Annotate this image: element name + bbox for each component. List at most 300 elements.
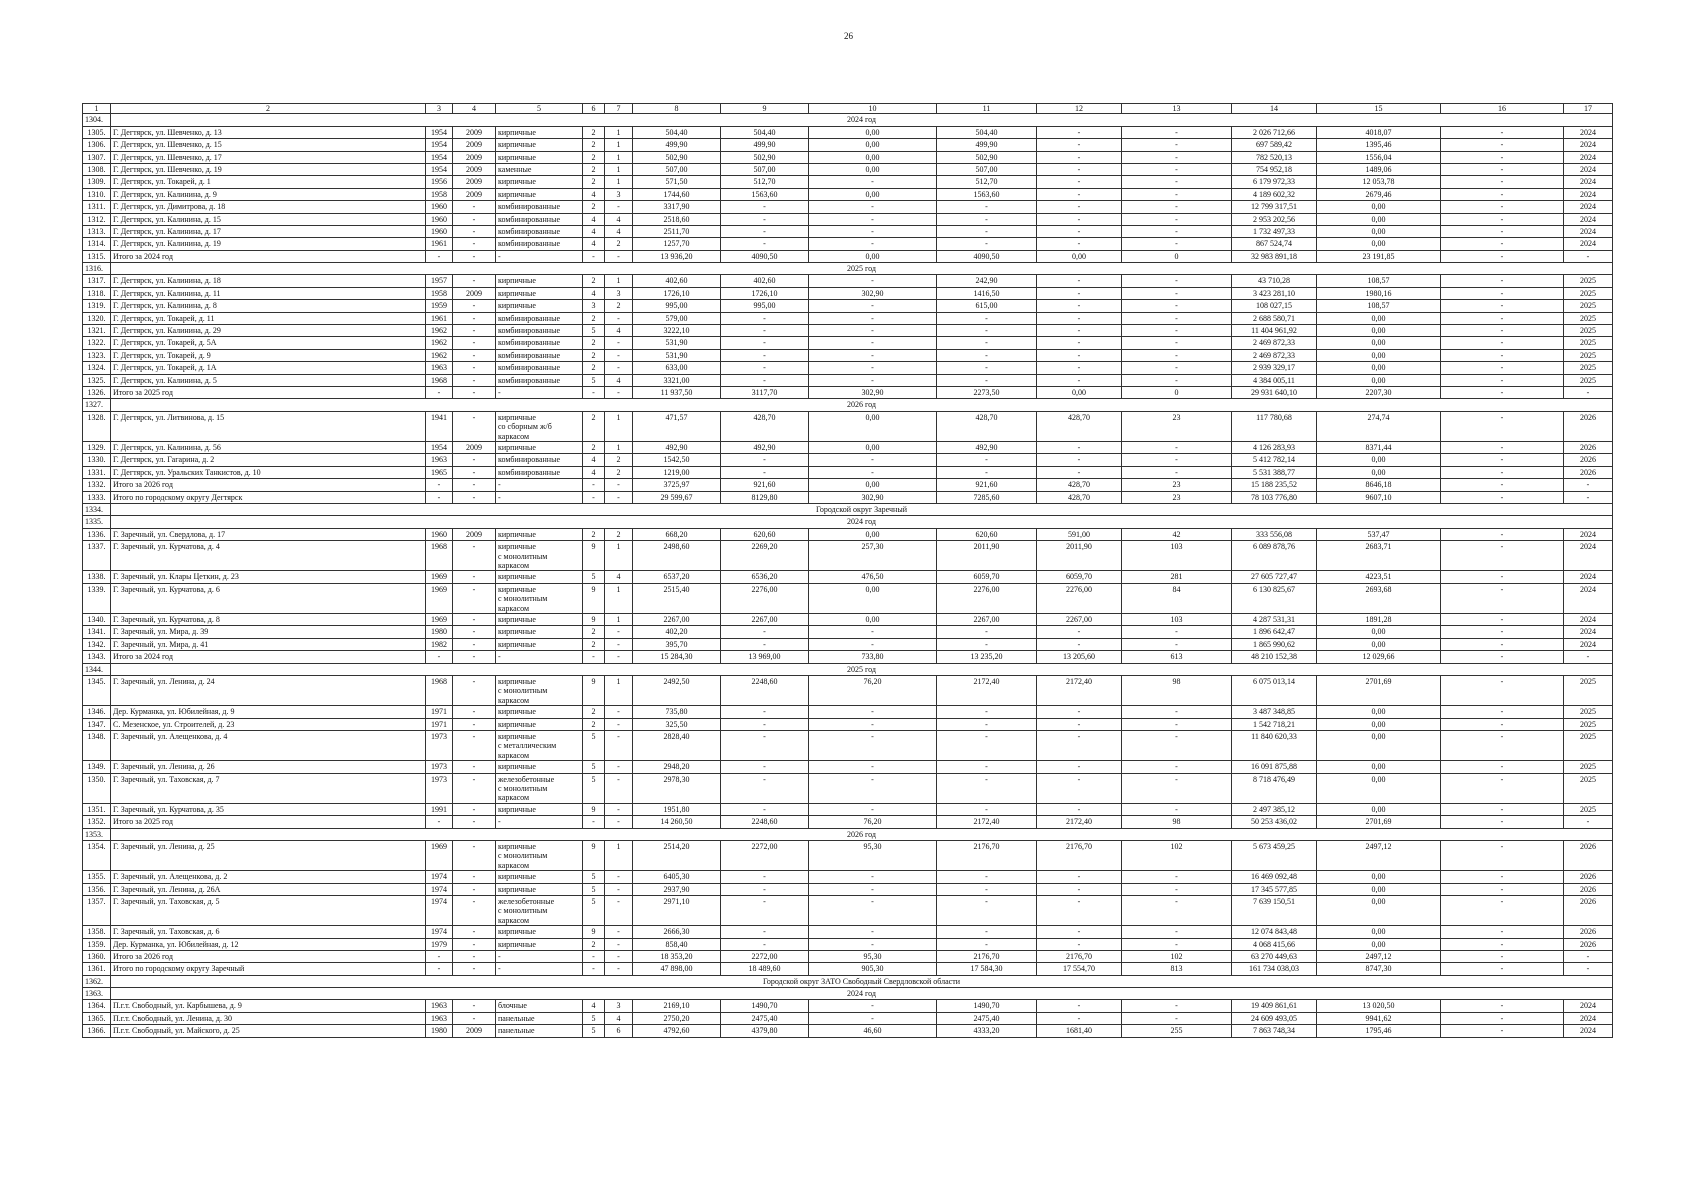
table-cell: железобетонные с монолитным каркасом <box>496 773 583 803</box>
table-cell: кирпичные с монолитным каркасом <box>496 583 583 613</box>
table-cell: - <box>1441 803 1564 815</box>
table-cell: - <box>453 349 496 361</box>
table-cell: 2025 <box>1564 803 1613 815</box>
table-cell: 1941 <box>426 411 453 441</box>
table-row <box>83 362 1613 374</box>
table-cell: - <box>1122 188 1232 200</box>
table-cell: 0,00 <box>1317 312 1441 324</box>
table-cell: 63 270 449,63 <box>1232 950 1317 962</box>
table-row <box>83 651 1613 663</box>
table-cell: 1960 <box>426 213 453 225</box>
table-cell: - <box>453 411 496 441</box>
row-number-cell: 1321. <box>83 325 111 337</box>
table-cell: 4333,20 <box>937 1025 1037 1037</box>
table-cell: - <box>937 466 1037 478</box>
table-cell: 2169,10 <box>633 1000 721 1012</box>
address-cell: Г. Дегтярск, ул. Калинина, д. 5 <box>111 374 426 386</box>
table-cell: - <box>1122 275 1232 287</box>
table-cell: - <box>496 250 583 262</box>
section-title-cell: 2024 год <box>111 988 1613 1000</box>
table-cell: - <box>453 325 496 337</box>
table-cell: комбинированные <box>496 362 583 374</box>
table-cell: - <box>1037 151 1122 163</box>
address-cell: Г. Заречный, ул. Клары Цеткин, д. 23 <box>111 571 426 583</box>
address-cell: П.г.т. Свободный, ул. Ленина, д. 30 <box>111 1012 426 1024</box>
table-cell: 76,20 <box>809 816 937 828</box>
table-cell: 499,90 <box>633 139 721 151</box>
row-number-cell: 1328. <box>83 411 111 441</box>
row-number-cell: 1343. <box>83 651 111 663</box>
table-cell: 1961 <box>426 312 453 324</box>
table-cell: - <box>605 491 633 503</box>
table-cell: - <box>1122 730 1232 760</box>
table-cell: 13 235,20 <box>937 651 1037 663</box>
table-cell: 12 799 317,51 <box>1232 201 1317 213</box>
table-cell: 1963 <box>426 1000 453 1012</box>
table-cell: - <box>1441 626 1564 638</box>
table-cell: 428,70 <box>1037 491 1122 503</box>
address-cell: Итого за 2024 год <box>111 651 426 663</box>
table-cell: 0,00 <box>1317 466 1441 478</box>
table-cell: 2937,90 <box>633 883 721 895</box>
table-cell: - <box>937 454 1037 466</box>
column-number-cell: 17 <box>1564 104 1613 114</box>
row-number-cell: 1308. <box>83 163 111 175</box>
table-cell: 5 <box>583 325 605 337</box>
table-cell: 6537,20 <box>633 571 721 583</box>
table-row <box>83 718 1613 730</box>
address-cell: Г. Заречный, ул. Таховская, д. 7 <box>111 773 426 803</box>
table-cell: 18 489,60 <box>721 963 809 975</box>
table-cell: 2 <box>583 139 605 151</box>
address-cell: Г. Заречный, ул. Ленина, д. 25 <box>111 840 426 870</box>
address-cell: Г. Заречный, ул. Таховская, д. 6 <box>111 926 426 938</box>
address-cell: Г. Заречный, ул. Ленина, д. 26А <box>111 883 426 895</box>
table-cell: - <box>1441 491 1564 503</box>
table-cell: 2026 <box>1564 871 1613 883</box>
table-cell: 921,60 <box>721 479 809 491</box>
table-cell: - <box>1037 163 1122 175</box>
table-cell: 502,90 <box>721 151 809 163</box>
table-cell: 1968 <box>426 675 453 705</box>
table-cell: - <box>809 362 937 374</box>
table-cell: 9 <box>583 541 605 571</box>
table-cell: 2011,90 <box>1037 541 1122 571</box>
table-cell: 2498,60 <box>633 541 721 571</box>
table-cell: 47 898,00 <box>633 963 721 975</box>
table-cell: - <box>809 626 937 638</box>
table-cell: 4 <box>583 188 605 200</box>
table-cell: 7 639 150,51 <box>1232 895 1317 925</box>
column-number-cell: 4 <box>453 104 496 114</box>
address-cell: Г. Дегтярск, ул. Калинина, д. 29 <box>111 325 426 337</box>
table-cell: 29 931 640,10 <box>1232 387 1317 399</box>
table-cell: 1979 <box>426 938 453 950</box>
table-cell: 76,20 <box>809 675 937 705</box>
table-cell: 0,00 <box>1317 803 1441 815</box>
table-cell: - <box>1441 963 1564 975</box>
table-cell: 15 284,30 <box>633 651 721 663</box>
table-cell: - <box>453 571 496 583</box>
table-cell: кирпичные <box>496 871 583 883</box>
table-cell: 0,00 <box>1317 730 1441 760</box>
table-cell: 2515,40 <box>633 583 721 613</box>
table-cell: - <box>426 250 453 262</box>
table-cell: - <box>809 337 937 349</box>
table-cell: - <box>1441 718 1564 730</box>
table-cell: кирпичные <box>496 883 583 895</box>
section-row <box>83 975 1613 987</box>
table-cell: 2024 <box>1564 1025 1613 1037</box>
address-cell: Дер. Курманка, ул. Юбилейная, д. 12 <box>111 938 426 950</box>
table-cell: 8646,18 <box>1317 479 1441 491</box>
table-cell: - <box>809 871 937 883</box>
table-cell: 2276,00 <box>1037 583 1122 613</box>
table-cell: 1963 <box>426 1012 453 1024</box>
table-cell: - <box>1441 895 1564 925</box>
table-cell: - <box>605 938 633 950</box>
table-cell: 2828,40 <box>633 730 721 760</box>
address-cell: Г. Дегтярск, ул. Калинина, д. 19 <box>111 238 426 250</box>
row-number-cell: 1360. <box>83 950 111 962</box>
table-cell: 2683,71 <box>1317 541 1441 571</box>
table-cell: 995,00 <box>633 300 721 312</box>
table-row <box>83 761 1613 773</box>
table-row <box>83 816 1613 828</box>
table-cell: - <box>1441 651 1564 663</box>
table-cell: 1974 <box>426 871 453 883</box>
table-cell: 1416,50 <box>937 287 1037 299</box>
table-cell: 2 <box>583 275 605 287</box>
table-cell: - <box>1037 442 1122 454</box>
table-cell: кирпичные <box>496 528 583 540</box>
table-cell: 2025 <box>1564 362 1613 374</box>
table-cell: 1891,28 <box>1317 613 1441 625</box>
table-cell: 2701,69 <box>1317 675 1441 705</box>
table-cell: - <box>1441 1000 1564 1012</box>
address-cell: Г. Заречный, ул. Курчатова, д. 35 <box>111 803 426 815</box>
table-cell: 2272,00 <box>721 950 809 962</box>
table-cell: 2971,10 <box>633 895 721 925</box>
table-cell: 2 <box>583 163 605 175</box>
table-cell: 23 <box>1122 411 1232 441</box>
table-cell: 4 <box>583 466 605 478</box>
table-cell: комбинированные <box>496 213 583 225</box>
table-cell: 0,00 <box>1317 362 1441 374</box>
table-cell: 2176,70 <box>1037 840 1122 870</box>
table-cell: - <box>937 201 1037 213</box>
table-cell: 1395,46 <box>1317 139 1441 151</box>
table-cell: 1971 <box>426 718 453 730</box>
table-cell: кирпичные <box>496 442 583 454</box>
address-cell: П.г.т. Свободный, ул. Карбышева, д. 9 <box>111 1000 426 1012</box>
row-number-cell: 1330. <box>83 454 111 466</box>
address-cell: Г. Дегтярск, ул. Литвинова, д. 15 <box>111 411 426 441</box>
table-cell: 4 <box>583 287 605 299</box>
table-cell: - <box>496 387 583 399</box>
table-cell: - <box>1441 139 1564 151</box>
table-row <box>83 442 1613 454</box>
column-number-row <box>83 104 1613 114</box>
table-cell: 1954 <box>426 163 453 175</box>
table-cell: - <box>1037 126 1122 138</box>
table-cell: 2025 <box>1564 337 1613 349</box>
table-row <box>83 1025 1613 1037</box>
table-cell: 5 412 782,14 <box>1232 454 1317 466</box>
table-cell: - <box>1037 803 1122 815</box>
table-cell: - <box>721 362 809 374</box>
table-cell: - <box>1441 871 1564 883</box>
table-row <box>83 325 1613 337</box>
housing-register-table <box>82 103 1613 1038</box>
table-cell: 2 <box>583 349 605 361</box>
table-cell: 504,40 <box>937 126 1037 138</box>
address-cell: Итого за 2026 год <box>111 950 426 962</box>
table-cell: 571,50 <box>633 176 721 188</box>
table-cell: - <box>605 337 633 349</box>
table-cell: - <box>937 225 1037 237</box>
table-cell: кирпичные <box>496 938 583 950</box>
row-number-cell: 1358. <box>83 926 111 938</box>
table-cell: 13 020,50 <box>1317 1000 1441 1012</box>
table-cell: - <box>1441 773 1564 803</box>
row-number-cell: 1318. <box>83 287 111 299</box>
table-cell: 633,00 <box>633 362 721 374</box>
table-row <box>83 337 1613 349</box>
table-cell: - <box>809 238 937 250</box>
table-cell: 1556,04 <box>1317 151 1441 163</box>
row-number-cell: 1364. <box>83 1000 111 1012</box>
table-row <box>83 454 1613 466</box>
address-cell: Г. Дегтярск, ул. Шевченко, д. 15 <box>111 139 426 151</box>
row-number-cell: 1350. <box>83 773 111 803</box>
table-cell: 8 718 476,49 <box>1232 773 1317 803</box>
section-row <box>83 114 1613 126</box>
table-cell: 4 <box>605 374 633 386</box>
table-row <box>83 312 1613 324</box>
table-cell: 1960 <box>426 201 453 213</box>
table-cell: кирпичные <box>496 139 583 151</box>
table-cell: - <box>1122 151 1232 163</box>
table-cell: 4 <box>583 213 605 225</box>
address-cell: Г. Дегтярск, ул. Калинина, д. 11 <box>111 287 426 299</box>
table-cell: 2026 <box>1564 454 1613 466</box>
table-cell: 0,00 <box>809 411 937 441</box>
table-cell: 2273,50 <box>937 387 1037 399</box>
table-cell: 0,00 <box>809 126 937 138</box>
table-cell: 3725,97 <box>633 479 721 491</box>
address-cell: Г. Дегтярск, ул. Калинина, д. 8 <box>111 300 426 312</box>
table-cell: панельные <box>496 1012 583 1024</box>
table-cell: 995,00 <box>721 300 809 312</box>
table-cell: 2 026 712,66 <box>1232 126 1317 138</box>
table-cell: - <box>1037 626 1122 638</box>
table-cell: 325,50 <box>633 718 721 730</box>
table-cell: 2492,50 <box>633 675 721 705</box>
row-number-cell: 1306. <box>83 139 111 151</box>
table-cell: 0,00 <box>1037 250 1122 262</box>
table-cell: комбинированные <box>496 349 583 361</box>
table-cell: - <box>583 963 605 975</box>
row-number-cell: 1319. <box>83 300 111 312</box>
table-cell: кирпичные <box>496 706 583 718</box>
table-cell: - <box>809 312 937 324</box>
table-cell: - <box>426 963 453 975</box>
table-cell: 46,60 <box>809 1025 937 1037</box>
table-cell: 2 <box>583 201 605 213</box>
table-cell: - <box>453 613 496 625</box>
section-title-cell: 2024 год <box>111 516 1613 528</box>
table-cell: - <box>605 626 633 638</box>
table-cell: 6 089 878,76 <box>1232 541 1317 571</box>
table-cell: - <box>937 718 1037 730</box>
table-row <box>83 583 1613 613</box>
table-cell: 0,00 <box>1317 895 1441 925</box>
table-cell: 2511,70 <box>633 225 721 237</box>
table-cell: 3117,70 <box>721 387 809 399</box>
table-cell: 2025 <box>1564 287 1613 299</box>
table-cell: - <box>721 225 809 237</box>
table-cell: 5 <box>583 883 605 895</box>
row-number-cell: 1336. <box>83 528 111 540</box>
table-cell: - <box>1122 312 1232 324</box>
table-cell: - <box>937 325 1037 337</box>
table-cell: кирпичные <box>496 176 583 188</box>
table-cell: 0,00 <box>809 613 937 625</box>
table-cell: - <box>583 250 605 262</box>
address-cell: Г. Заречный, ул. Таховская, д. 5 <box>111 895 426 925</box>
table-cell: - <box>1441 816 1564 828</box>
table-cell: - <box>1037 718 1122 730</box>
table-row <box>83 675 1613 705</box>
table-cell: - <box>1441 312 1564 324</box>
row-number-cell: 1320. <box>83 312 111 324</box>
table-cell: - <box>721 325 809 337</box>
row-number-cell: 1339. <box>83 583 111 613</box>
table-cell: комбинированные <box>496 312 583 324</box>
table-row <box>83 466 1613 478</box>
table-cell: 95,30 <box>809 840 937 870</box>
table-cell: - <box>1037 238 1122 250</box>
table-cell: - <box>1037 201 1122 213</box>
table-cell: 108,57 <box>1317 300 1441 312</box>
table-cell: 5 <box>583 374 605 386</box>
table-cell: - <box>426 950 453 962</box>
address-cell: Г. Дегтярск, ул. Калинина, д. 17 <box>111 225 426 237</box>
table-cell: - <box>809 454 937 466</box>
table-cell: - <box>1037 362 1122 374</box>
row-number-cell: 1310. <box>83 188 111 200</box>
table-cell: 1963 <box>426 362 453 374</box>
table-cell: 4 <box>605 225 633 237</box>
table-cell: 242,90 <box>937 275 1037 287</box>
table-cell: 5 <box>583 761 605 773</box>
table-cell: 1 896 642,47 <box>1232 626 1317 638</box>
table-cell: 1969 <box>426 583 453 613</box>
table-cell: 0,00 <box>809 250 937 262</box>
table-cell: 98 <box>1122 675 1232 705</box>
table-cell: кирпичные с монолитным каркасом <box>496 840 583 870</box>
table-cell: 813 <box>1122 963 1232 975</box>
section-row <box>83 988 1613 1000</box>
table-row <box>83 871 1613 883</box>
table-cell: - <box>937 895 1037 925</box>
table-cell: - <box>1441 926 1564 938</box>
table-cell: 11 404 961,92 <box>1232 325 1317 337</box>
address-cell: Г. Дегтярск, ул. Токарей, д. 1А <box>111 362 426 374</box>
table-cell: - <box>1122 1012 1232 1024</box>
table-cell: - <box>721 883 809 895</box>
table-cell: 1956 <box>426 176 453 188</box>
table-cell: - <box>1122 626 1232 638</box>
table-cell: - <box>809 325 937 337</box>
table-cell: 9 <box>583 583 605 613</box>
table-cell: - <box>605 761 633 773</box>
table-cell: 2009 <box>453 151 496 163</box>
table-cell: 1542,50 <box>633 454 721 466</box>
table-cell: - <box>1564 387 1613 399</box>
table-cell: - <box>453 883 496 895</box>
table-cell: 302,90 <box>809 387 937 399</box>
table-cell: 3 <box>605 1000 633 1012</box>
row-number-cell: 1325. <box>83 374 111 386</box>
table-cell: 1969 <box>426 613 453 625</box>
table-cell: - <box>809 706 937 718</box>
table-cell: - <box>721 349 809 361</box>
column-number-cell: 5 <box>496 104 583 114</box>
table-cell: - <box>1122 213 1232 225</box>
table-cell: - <box>453 803 496 815</box>
section-title-cell: Городской округ ЗАТО Свободный Свердловской области <box>111 975 1613 987</box>
table-cell: - <box>1441 362 1564 374</box>
table-row <box>83 287 1613 299</box>
table-cell: - <box>453 761 496 773</box>
table-cell: 2666,30 <box>633 926 721 938</box>
table-cell: 3 <box>605 287 633 299</box>
table-cell: - <box>1037 325 1122 337</box>
table-cell: 255 <box>1122 1025 1232 1037</box>
table-cell: 476,50 <box>809 571 937 583</box>
table-cell: 0,00 <box>1317 349 1441 361</box>
table-cell: 471,57 <box>633 411 721 441</box>
table-cell: - <box>809 895 937 925</box>
table-cell: - <box>605 926 633 938</box>
table-cell: 492,90 <box>937 442 1037 454</box>
table-cell: - <box>453 454 496 466</box>
table-row <box>83 613 1613 625</box>
table-cell: - <box>809 638 937 650</box>
column-number-cell: 13 <box>1122 104 1232 114</box>
table-cell: 2009 <box>453 528 496 540</box>
table-cell: 2025 <box>1564 275 1613 287</box>
table-cell: - <box>453 816 496 828</box>
table-cell: - <box>721 718 809 730</box>
table-cell: - <box>583 950 605 962</box>
table-cell: 2026 <box>1564 411 1613 441</box>
table-cell: 2 939 329,17 <box>1232 362 1317 374</box>
address-cell: Г. Дегтярск, ул. Уральских Танкистов, д. 10 <box>111 466 426 478</box>
row-number-cell: 1323. <box>83 349 111 361</box>
table-cell: - <box>809 938 937 950</box>
table-cell: 2518,60 <box>633 213 721 225</box>
table-cell: - <box>453 275 496 287</box>
table-cell: 591,00 <box>1037 528 1122 540</box>
table-cell: 2172,40 <box>937 675 1037 705</box>
table-cell: 1 <box>605 139 633 151</box>
table-cell: - <box>1122 325 1232 337</box>
row-number-cell: 1365. <box>83 1012 111 1024</box>
table-cell: - <box>1037 938 1122 950</box>
